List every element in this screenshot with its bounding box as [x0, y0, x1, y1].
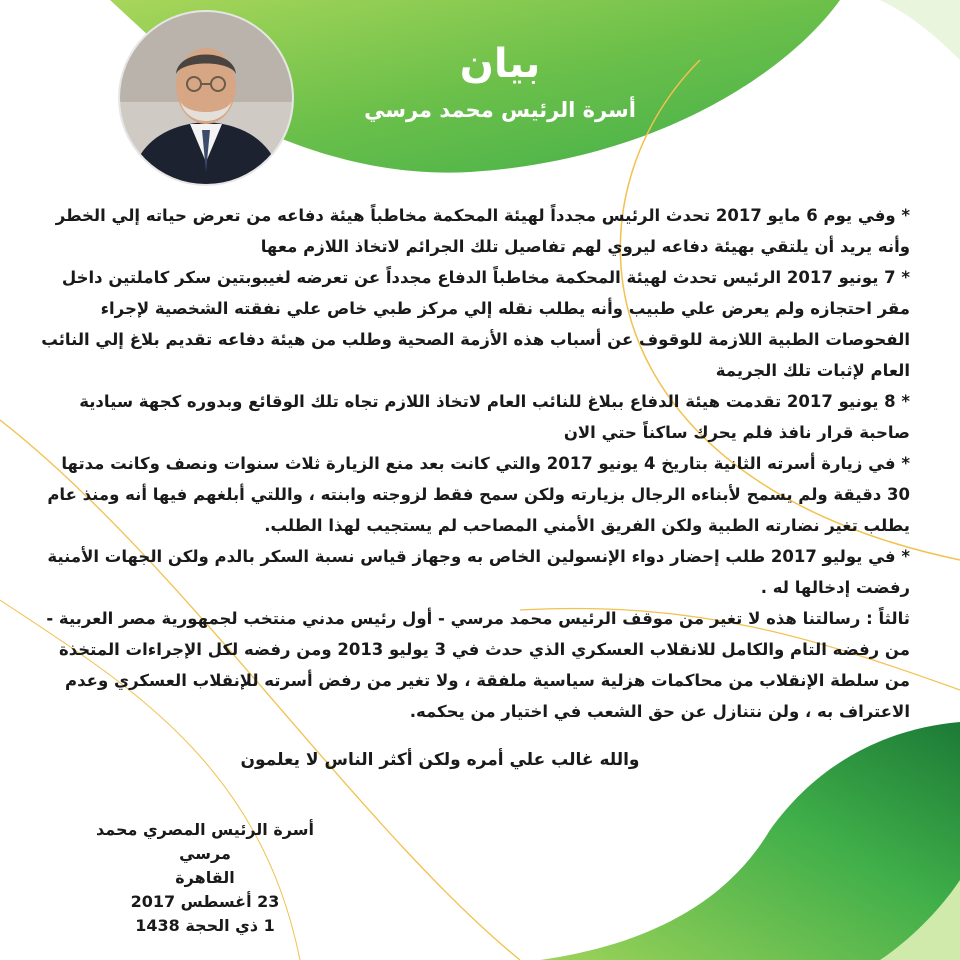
statement-subtitle: أسرة الرئيس محمد مرسي — [364, 98, 636, 122]
person-portrait-icon — [120, 12, 292, 184]
signature-block — [70, 818, 340, 938]
top-right-corner — [880, 0, 960, 60]
paragraph-third: ثالثاً : رسالتنا هذه لا تغير من موقف الرئيس محمد مرسي - أول رئيس مدني منتخب لجمهورية مصر العربية - من رفضه التام والكامل للانقلاب العسكري الذي حدث في 3 يوليو 2013 ومن رفضه لكل الإجراءات المتخذة من سلطة الإنقلاب من محاكمات هزلية سياسية ملفقة ، ولا تغير من رفض أسرته للإنقلاب العسكري وعدم الاعتراف به ، ولن نتنازل عن حق الشعب في اختيار من يحكمه. — [46, 609, 910, 721]
statement-title: بيان — [459, 41, 541, 87]
closing-verse: والله غالب علي أمره ولكن أكثر الناس لا يعلمون — [240, 750, 640, 770]
signature-date-gregorian: 23 أغسطس 2017 — [130, 892, 280, 911]
paragraph-family-visit: * في زيارة أسرته الثانية بتاريخ 4 يونيو 2017 والتي كانت بعد منع الزيارة ثلاث سنوات ونصف وكانت مدتها 30 دقيقة ولم يسمح لأبناءه الرجال بزيارته ولكن سمح فقط لزوجته وابنته ، واللتي أبلغهم فيها أنه ومنذ عام يطلب تغير نضارته الطبية ولكن الفريق الأمني المصاحب لم يستجيب لهذا الطلب. — [47, 454, 910, 535]
paragraph-may: * وفي يوم 6 مايو 2017 تحدث الرئيس مجدداً لهيئة المحكمة مخاطباً هيئة دفاعه من تعرض حياته إلي الخطر وأنه يريد أن يلتقي بهيئة دفاعه ليروي لهم تفاصيل تلك الجرائم لاتخاذ اللازم معها — [55, 206, 910, 256]
paragraph-june-7: * 7 يونيو 2017 الرئيس تحدث لهيئة المحكمة مخاطباً الدفاع مجدداً عن تعرضه لغيبوبتين سكر كاملتين داخل مقر احتجازه ولم يعرض علي طبيب وأنه يطلب نقله إلي مركز طبي خاص علي نفقته الشخصية لإجراء الفحوصات الطبية اللازمة للوقوف عن أسباب هذه الأزمة الصحية وطلب من هيئة دفاعه تقديم بلاغ إلي النائب العام لإثبات تلك الجريمة — [41, 268, 910, 380]
paragraph-june-8: * 8 يونيو 2017 تقدمت هيئة الدفاع ببلاغ للنائب العام لاتخاذ اللازم تجاه تلك الوقائع وبدوره كجهة سيادية صاحبة قرار نافذ فلم يحرك ساكناً حتي الان — [79, 392, 910, 442]
portrait-circle — [120, 12, 292, 184]
signature-issuer: أسرة الرئيس المصري محمد مرسي — [96, 820, 314, 863]
paragraph-july: * في يوليو 2017 طلب إحضار دواء الإنسولين الخاص به وجهاز قياس نسبة السكر بالدم ولكن الجهات الأمنية رفضت إدخالها له . — [47, 547, 910, 597]
signature-city: القاهرة — [175, 868, 235, 887]
statement-body — [40, 200, 910, 727]
signature-date-hijri: 1 ذي الحجة 1438 — [135, 916, 275, 935]
